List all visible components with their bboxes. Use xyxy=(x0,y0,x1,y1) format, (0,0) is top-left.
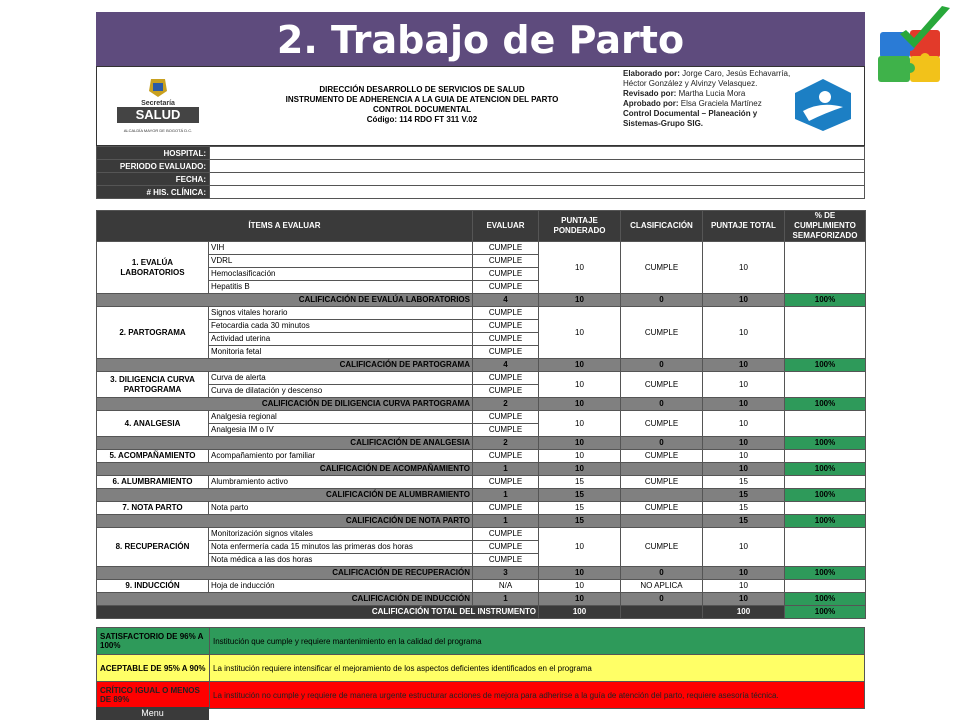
subtotal-row xyxy=(97,593,866,606)
scale-row xyxy=(97,655,865,682)
evaluar-cell[interactable]: CUMPLE xyxy=(473,346,539,359)
subtotal-total: 10 xyxy=(703,359,785,372)
total-clasificacion xyxy=(621,606,703,619)
evaluar-cell[interactable]: CUMPLE xyxy=(473,450,539,463)
aprobado-value: Elsa Graciela Martínez xyxy=(680,99,762,108)
subtotal-clasificacion: 0 xyxy=(621,593,703,606)
puntaje-total-cell: 10 xyxy=(703,372,785,398)
table-row xyxy=(97,372,866,385)
clasificacion-cell: CUMPLE xyxy=(621,372,703,398)
subtotal-evaluar: 1 xyxy=(473,463,539,476)
subtotal-clasificacion xyxy=(621,515,703,528)
document-header xyxy=(96,66,865,146)
subtotal-total: 10 xyxy=(703,437,785,450)
item-label: Monitoria fetal xyxy=(209,346,473,359)
total-label: CALIFICACIÓN TOTAL DEL INSTRUMENTO xyxy=(97,606,539,619)
scale-description: Institución que cumple y requiere mantenimiento en la calidad del programa xyxy=(210,628,865,655)
elaborado-label: Elaborado por: xyxy=(623,69,680,78)
patient-info-table xyxy=(96,146,865,199)
clasificacion-cell: CUMPLE xyxy=(621,242,703,294)
subtotal-clasificacion: 0 xyxy=(621,567,703,580)
puntaje-total-cell: 15 xyxy=(703,502,785,515)
subtotal-total: 15 xyxy=(703,515,785,528)
subtotal-ponderado: 10 xyxy=(539,593,621,606)
item-label: Curva de alerta xyxy=(209,372,473,385)
periodo-label: PERIODO EVALUADO: xyxy=(97,160,210,173)
clasificacion-cell: CUMPLE xyxy=(621,502,703,515)
item-label: Signos vitales horario xyxy=(209,307,473,320)
clasificacion-cell: CUMPLE xyxy=(621,307,703,359)
scale-description: La institución requiere intensificar el mejoramiento de los aspectos deficientes identificados en el programa xyxy=(210,655,865,682)
scale-row xyxy=(97,682,865,709)
table-row xyxy=(97,528,866,541)
clasificacion-cell: CUMPLE xyxy=(621,411,703,437)
section-name: 8. RECUPERACIÓN xyxy=(97,528,209,567)
subtotal-label: CALIFICACIÓN DE ANALGESIA xyxy=(97,437,473,450)
heading-line-1: DIRECCIÓN DESARROLLO DE SERVICIOS DE SALUD xyxy=(319,85,525,94)
subtotal-percent: 100% xyxy=(785,489,866,502)
organization-logo xyxy=(791,77,855,133)
clasificacion-cell: CUMPLE xyxy=(621,476,703,489)
cumplimiento-cell xyxy=(785,528,866,567)
puzzle-check-icon xyxy=(870,4,956,88)
subtotal-row xyxy=(97,515,866,528)
subtotal-row xyxy=(97,567,866,580)
subtotal-ponderado: 10 xyxy=(539,437,621,450)
cumplimiento-cell xyxy=(785,476,866,489)
puntaje-ponderado-cell: 15 xyxy=(539,502,621,515)
subtotal-clasificacion: 0 xyxy=(621,359,703,372)
clasificacion-cell: CUMPLE xyxy=(621,528,703,567)
puntaje-ponderado-cell: 10 xyxy=(539,450,621,463)
evaluar-cell[interactable]: CUMPLE xyxy=(473,255,539,268)
subtotal-row xyxy=(97,294,866,307)
subtotal-percent: 100% xyxy=(785,398,866,411)
item-label: Analgesia IM o IV xyxy=(209,424,473,437)
table-row xyxy=(97,307,866,320)
puntaje-ponderado-cell: 10 xyxy=(539,411,621,437)
subtotal-percent: 100% xyxy=(785,437,866,450)
subtotal-total: 10 xyxy=(703,567,785,580)
subtotal-evaluar: 2 xyxy=(473,398,539,411)
subtotal-total: 15 xyxy=(703,489,785,502)
table-row xyxy=(97,411,866,424)
total-percent: 100% xyxy=(785,606,866,619)
historia-field[interactable] xyxy=(210,186,865,199)
subtotal-ponderado: 10 xyxy=(539,359,621,372)
item-label: Hemoclasificación xyxy=(209,268,473,281)
scale-label: SATISFACTORIO DE 96% A 100% xyxy=(97,628,210,655)
item-label: Fetocardia cada 30 minutos xyxy=(209,320,473,333)
evaluar-cell[interactable]: CUMPLE xyxy=(473,385,539,398)
table-row xyxy=(97,580,866,593)
subtotal-row xyxy=(97,463,866,476)
subtotal-label: CALIFICACIÓN DE ALUMBRAMIENTO xyxy=(97,489,473,502)
rating-scale-table xyxy=(96,627,865,709)
heading-line-3: CONTROL DOCUMENTAL xyxy=(373,105,471,114)
revisado-value: Martha Lucia Mora xyxy=(678,89,746,98)
puntaje-total-cell: 10 xyxy=(703,307,785,359)
item-label: Curva de dilatación y descenso xyxy=(209,385,473,398)
logo-text-2: SALUD xyxy=(135,107,181,122)
document-authors xyxy=(623,69,793,129)
salud-logo xyxy=(109,77,207,137)
header-puntaje-ponderado: PUNTAJE PONDERADO xyxy=(539,211,621,242)
evaluar-cell[interactable]: CUMPLE xyxy=(473,333,539,346)
puntaje-ponderado-cell: 15 xyxy=(539,476,621,489)
subtotal-row xyxy=(97,489,866,502)
subtotal-evaluar: 4 xyxy=(473,294,539,307)
section-name: 3. DILIGENCIA CURVA PARTOGRAMA xyxy=(97,372,209,398)
section-name: 6. ALUMBRAMIENTO xyxy=(97,476,209,489)
subtotal-label: CALIFICACIÓN DE ACOMPAÑAMIENTO xyxy=(97,463,473,476)
subtotal-ponderado: 10 xyxy=(539,294,621,307)
subtotal-clasificacion: 0 xyxy=(621,437,703,450)
subtotal-percent: 100% xyxy=(785,294,866,307)
subtotal-label: CALIFICACIÓN DE NOTA PARTO xyxy=(97,515,473,528)
subtotal-percent: 100% xyxy=(785,515,866,528)
header-cumplimiento: % DE CUMPLIMIENTO SEMAFORIZADO xyxy=(785,211,866,242)
subtotal-clasificacion: 0 xyxy=(621,398,703,411)
cumplimiento-cell xyxy=(785,242,866,294)
fecha-label: FECHA: xyxy=(97,173,210,186)
subtotal-row xyxy=(97,359,866,372)
subtotal-label: CALIFICACIÓN DE INDUCCIÓN xyxy=(97,593,473,606)
puntaje-total-cell: 10 xyxy=(703,528,785,567)
menu-button[interactable]: Menu xyxy=(96,707,209,720)
item-label: Analgesia regional xyxy=(209,411,473,424)
subtotal-evaluar: 4 xyxy=(473,359,539,372)
subtotal-evaluar: 1 xyxy=(473,515,539,528)
hospital-label: HOSPITAL: xyxy=(97,147,210,160)
evaluar-cell[interactable]: CUMPLE xyxy=(473,502,539,515)
subtotal-evaluar: 1 xyxy=(473,489,539,502)
subtotal-ponderado: 10 xyxy=(539,398,621,411)
item-label: Nota enfermería cada 15 minutos las primeras dos horas xyxy=(209,541,473,554)
puntaje-ponderado-cell: 10 xyxy=(539,242,621,294)
item-label: Hoja de inducción xyxy=(209,580,473,593)
cumplimiento-cell xyxy=(785,580,866,593)
elaborado-value: Jorge Caro, Jesús Echavarría, Héctor González y Alvinzy Velasquez. xyxy=(623,69,791,88)
evaluar-cell[interactable]: CUMPLE xyxy=(473,320,539,333)
item-label: Monitorización signos vitales xyxy=(209,528,473,541)
aprobado-label: Aprobado por: xyxy=(623,99,679,108)
subtotal-total: 10 xyxy=(703,398,785,411)
subtotal-evaluar: 3 xyxy=(473,567,539,580)
puntaje-total-cell: 10 xyxy=(703,411,785,437)
section-name: 7. NOTA PARTO xyxy=(97,502,209,515)
puntaje-ponderado-cell: 10 xyxy=(539,307,621,359)
heading-line-4: Código: 114 RDO FT 311 V.02 xyxy=(366,115,478,124)
fecha-field[interactable] xyxy=(210,173,865,186)
puntaje-total-cell: 10 xyxy=(703,580,785,593)
subtotal-clasificacion: 0 xyxy=(621,294,703,307)
puntaje-ponderado-cell: 10 xyxy=(539,372,621,398)
puntaje-total-cell: 10 xyxy=(703,450,785,463)
section-name: 5. ACOMPAÑAMIENTO xyxy=(97,450,209,463)
evaluar-cell[interactable]: CUMPLE xyxy=(473,268,539,281)
subtotal-evaluar: 2 xyxy=(473,437,539,450)
clasificacion-cell: NO APLICA xyxy=(621,580,703,593)
puntaje-ponderado-cell: 10 xyxy=(539,528,621,567)
cumplimiento-cell xyxy=(785,450,866,463)
subtotal-label: CALIFICACIÓN DE PARTOGRAMA xyxy=(97,359,473,372)
section-name: 2. PARTOGRAMA xyxy=(97,307,209,359)
subtotal-total: 10 xyxy=(703,463,785,476)
subtotal-row xyxy=(97,437,866,450)
item-label: Acompañamiento por familiar xyxy=(209,450,473,463)
item-label: VDRL xyxy=(209,255,473,268)
total-puntaje: 100 xyxy=(703,606,785,619)
subtotal-clasificacion xyxy=(621,489,703,502)
scale-label: CRÍTICO IGUAL O MENOS DE 89% xyxy=(97,682,210,709)
puntaje-ponderado-cell: 10 xyxy=(539,580,621,593)
evaluar-cell[interactable]: CUMPLE xyxy=(473,307,539,320)
table-row xyxy=(97,502,866,515)
item-label: Hepatitis B xyxy=(209,281,473,294)
header-evaluar: EVALUAR xyxy=(473,211,539,242)
subtotal-percent: 100% xyxy=(785,463,866,476)
logo-text-1: Secretaría xyxy=(141,100,175,107)
revisado-label: Revisado por: xyxy=(623,89,677,98)
evaluar-cell[interactable]: CUMPLE xyxy=(473,541,539,554)
section-name: 4. ANALGESIA xyxy=(97,411,209,437)
subtotal-label: CALIFICACIÓN DE EVALÚA LABORATORIOS xyxy=(97,294,473,307)
header-items: ÍTEMS A EVALUAR xyxy=(97,211,473,242)
subtotal-total: 10 xyxy=(703,593,785,606)
cumplimiento-cell xyxy=(785,372,866,398)
evaluar-cell[interactable]: CUMPLE xyxy=(473,528,539,541)
historia-label: # HIS. CLÍNICA: xyxy=(97,186,210,199)
evaluar-cell[interactable]: CUMPLE xyxy=(473,476,539,489)
evaluar-cell[interactable]: CUMPLE xyxy=(473,281,539,294)
evaluar-cell[interactable]: CUMPLE xyxy=(473,411,539,424)
table-row xyxy=(97,450,866,463)
subtotal-ponderado: 15 xyxy=(539,489,621,502)
table-row xyxy=(97,476,866,489)
slide-title: 2. Trabajo de Parto xyxy=(96,12,865,66)
subtotal-percent: 100% xyxy=(785,593,866,606)
puntaje-total-cell: 15 xyxy=(703,476,785,489)
evaluar-cell[interactable]: CUMPLE xyxy=(473,424,539,437)
cumplimiento-cell xyxy=(785,411,866,437)
scale-label: ACEPTABLE DE 95% A 90% xyxy=(97,655,210,682)
subtotal-evaluar: 1 xyxy=(473,593,539,606)
scale-description: La institución no cumple y requiere de manera urgente estructurar acciones de mejora para adherirse a la guía de atención del parto, requiere asesoría técnica. xyxy=(210,682,865,709)
evaluar-cell[interactable]: CUMPLE xyxy=(473,372,539,385)
control-label: Control Documental – Planeación y Sistemas-Grupo SIG. xyxy=(623,109,758,128)
item-label: Nota parto xyxy=(209,502,473,515)
hospital-field[interactable] xyxy=(210,147,865,160)
item-label: Alumbramiento activo xyxy=(209,476,473,489)
subtotal-total: 10 xyxy=(703,294,785,307)
subtotal-percent: 100% xyxy=(785,567,866,580)
evaluation-table xyxy=(96,210,866,619)
evaluar-cell[interactable]: N/A xyxy=(473,580,539,593)
subtotal-ponderado: 15 xyxy=(539,515,621,528)
total-row xyxy=(97,606,866,619)
evaluar-cell[interactable]: CUMPLE xyxy=(473,554,539,567)
document-heading xyxy=(237,85,607,125)
subtotal-row xyxy=(97,398,866,411)
subtotal-clasificacion xyxy=(621,463,703,476)
cumplimiento-cell xyxy=(785,502,866,515)
cumplimiento-cell xyxy=(785,307,866,359)
scale-row xyxy=(97,628,865,655)
evaluar-cell[interactable]: CUMPLE xyxy=(473,242,539,255)
total-ponderado: 100 xyxy=(539,606,621,619)
section-name: 9. INDUCCIÓN xyxy=(97,580,209,593)
logo-text-3: ALCALDÍA MAYOR DE BOGOTÁ D.C. xyxy=(123,128,193,133)
subtotal-ponderado: 10 xyxy=(539,567,621,580)
table-row xyxy=(97,242,866,255)
item-label: Nota médica a las dos horas xyxy=(209,554,473,567)
subtotal-label: CALIFICACIÓN DE RECUPERACIÓN xyxy=(97,567,473,580)
periodo-field[interactable] xyxy=(210,160,865,173)
header-puntaje-total: PUNTAJE TOTAL xyxy=(703,211,785,242)
subtotal-ponderado: 10 xyxy=(539,463,621,476)
heading-line-2: INSTRUMENTO DE ADHERENCIA A LA GUIA DE ATENCION DEL PARTO xyxy=(285,95,559,104)
section-name: 1. EVALÚA LABORATORIOS xyxy=(97,242,209,294)
puntaje-total-cell: 10 xyxy=(703,242,785,294)
item-label: VIH xyxy=(209,242,473,255)
clasificacion-cell: CUMPLE xyxy=(621,450,703,463)
subtotal-label: CALIFICACIÓN DE DILIGENCIA CURVA PARTOGRAMA xyxy=(97,398,473,411)
header-clasificacion: CLASIFICACIÓN xyxy=(621,211,703,242)
item-label: Actividad uterina xyxy=(209,333,473,346)
subtotal-percent: 100% xyxy=(785,359,866,372)
